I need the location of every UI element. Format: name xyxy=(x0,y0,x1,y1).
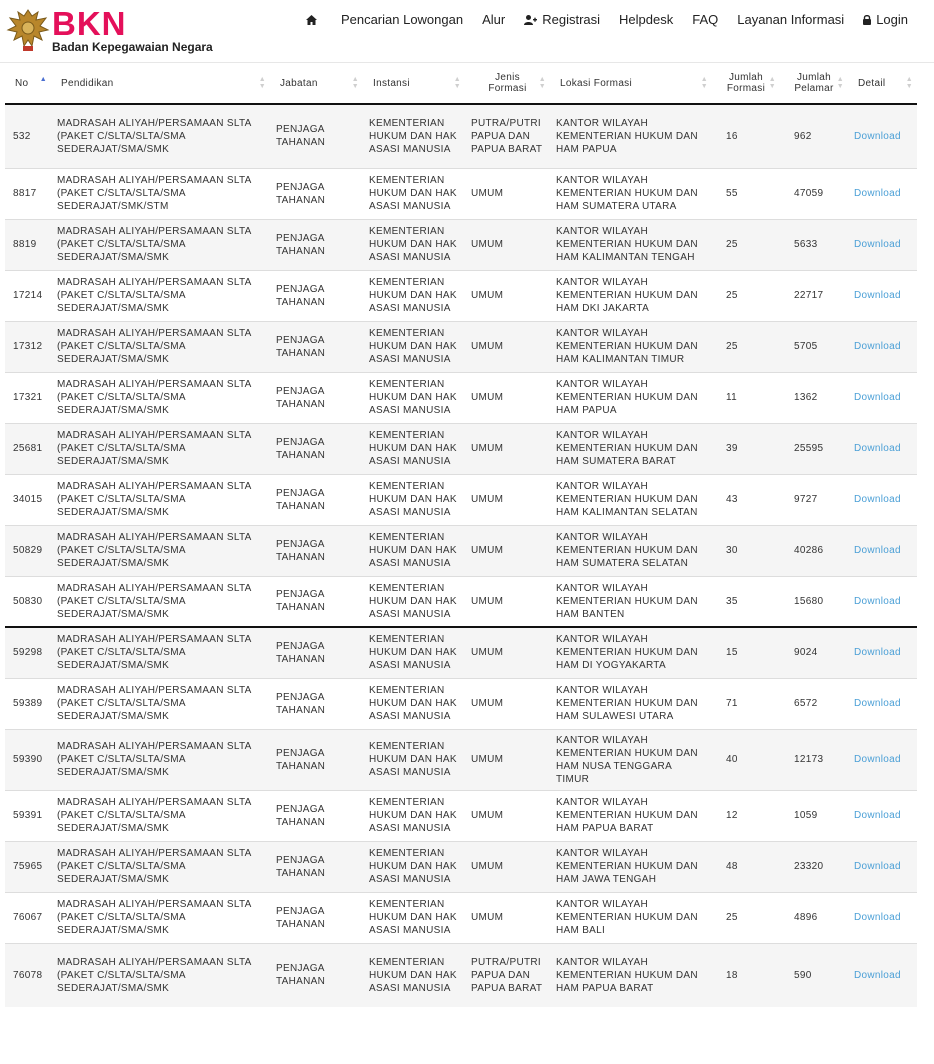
cell-detail xyxy=(848,372,917,423)
cell-formasi: 25 xyxy=(712,270,780,321)
brand-subtitle: Badan Kepegawaian Negara xyxy=(52,40,213,54)
column-header-detail[interactable] xyxy=(848,63,917,104)
table-header-row xyxy=(5,63,917,104)
cell-lokasi: KANTOR WILAYAH KEMENTERIAN HUKUM DAN HAM DI YOGYAKARTA xyxy=(550,627,712,678)
table-row xyxy=(5,104,917,168)
cell-jenis: UMUM xyxy=(465,474,550,525)
sort-icon: ▲ ▼ xyxy=(538,76,546,90)
cell-no: 17321 xyxy=(5,372,51,423)
cell-no: 59298 xyxy=(5,627,51,678)
cell-jenis: UMUM xyxy=(465,841,550,892)
column-header-no[interactable] xyxy=(5,63,51,104)
cell-detail xyxy=(848,270,917,321)
cell-jenis: UMUM xyxy=(465,423,550,474)
cell-lokasi: KANTOR WILAYAH KEMENTERIAN HUKUM DAN HAM JAWA TENGAH xyxy=(550,841,712,892)
cell-formasi: 43 xyxy=(712,474,780,525)
cell-detail xyxy=(848,892,917,943)
cell-formasi: 40 xyxy=(712,729,780,790)
cell-pelamar: 4896 xyxy=(780,892,848,943)
cell-detail xyxy=(848,423,917,474)
cell-pelamar: 12173 xyxy=(780,729,848,790)
nav-helpdesk[interactable] xyxy=(619,12,673,27)
cell-formasi: 16 xyxy=(712,104,780,168)
cell-formasi: 55 xyxy=(712,168,780,219)
download-link[interactable]: Download xyxy=(854,392,901,403)
cell-formasi: 11 xyxy=(712,372,780,423)
formasi-table xyxy=(5,63,917,1007)
sort-icon: ▲ ▼ xyxy=(905,76,913,90)
cell-instansi: KEMENTERIAN HUKUM DAN HAK ASASI MANUSIA xyxy=(363,168,465,219)
cell-lokasi: KANTOR WILAYAH KEMENTERIAN HUKUM DAN HAM KALIMANTAN TENGAH xyxy=(550,219,712,270)
download-link[interactable]: Download xyxy=(854,698,901,709)
nav-label: Helpdesk xyxy=(619,12,674,27)
sort-icon: ▲ ▼ xyxy=(351,76,359,90)
table-row xyxy=(5,270,917,321)
cell-instansi: KEMENTERIAN HUKUM DAN HAK ASASI MANUSIA xyxy=(363,841,465,892)
main-nav xyxy=(287,12,908,27)
download-link[interactable]: Download xyxy=(854,545,901,556)
cell-jabatan: PENJAGA TAHANAN xyxy=(270,525,363,576)
cell-lokasi: KANTOR WILAYAH KEMENTERIAN HUKUM DAN HAM NUSA TENGGARA TIMUR xyxy=(550,729,712,790)
cell-no: 59391 xyxy=(5,790,51,841)
cell-instansi: KEMENTERIAN HUKUM DAN HAK ASASI MANUSIA xyxy=(363,576,465,627)
cell-no: 50829 xyxy=(5,525,51,576)
table-row xyxy=(5,790,917,841)
cell-no: 50830 xyxy=(5,576,51,627)
nav-login[interactable] xyxy=(863,12,908,27)
cell-instansi: KEMENTERIAN HUKUM DAN HAK ASASI MANUSIA xyxy=(363,525,465,576)
nav-label: Pencarian Lowongan xyxy=(340,12,464,27)
cell-jabatan: PENJAGA TAHANAN xyxy=(270,372,363,423)
cell-instansi: KEMENTERIAN HUKUM DAN HAK ASASI MANUSIA xyxy=(363,729,465,790)
cell-instansi: KEMENTERIAN HUKUM DAN HAK ASASI MANUSIA xyxy=(363,321,465,372)
table-row xyxy=(5,474,917,525)
cell-detail xyxy=(848,321,917,372)
bkn-logo[interactable] xyxy=(6,6,216,56)
cell-pelamar: 23320 xyxy=(780,841,848,892)
cell-formasi: 25 xyxy=(712,321,780,372)
cell-lokasi: KANTOR WILAYAH KEMENTERIAN HUKUM DAN HAM KALIMANTAN SELATAN xyxy=(550,474,712,525)
column-header-lokasi-formasi[interactable] xyxy=(550,63,712,104)
cell-pendidikan: MADRASAH ALIYAH/PERSAMAAN SLTA (PAKET C/SLTA/SLTA/SMA SEDERAJAT/SMA/SMK xyxy=(51,474,270,525)
table-row xyxy=(5,841,917,892)
table-row xyxy=(5,892,917,943)
cell-jabatan: PENJAGA TAHANAN xyxy=(270,678,363,729)
cell-instansi: KEMENTERIAN HUKUM DAN HAK ASASI MANUSIA xyxy=(363,104,465,168)
table-row xyxy=(5,423,917,474)
cell-pendidikan: MADRASAH ALIYAH/PERSAMAAN SLTA (PAKET C/SLTA/SLTA/SMA SEDERAJAT/SMA/SMK xyxy=(51,423,270,474)
header-label: Jumlah Formasi xyxy=(726,72,766,94)
lock-icon xyxy=(863,15,871,25)
cell-detail xyxy=(848,474,917,525)
cell-instansi: KEMENTERIAN HUKUM DAN HAK ASASI MANUSIA xyxy=(363,423,465,474)
cell-jenis: UMUM xyxy=(465,321,550,372)
cell-no: 17214 xyxy=(5,270,51,321)
cell-jabatan: PENJAGA TAHANAN xyxy=(270,321,363,372)
cell-formasi: 12 xyxy=(712,790,780,841)
cell-jenis: PUTRA/PUTRI PAPUA DAN PAPUA BARAT xyxy=(465,943,550,1007)
cell-jabatan: PENJAGA TAHANAN xyxy=(270,841,363,892)
cell-formasi: 30 xyxy=(712,525,780,576)
download-link[interactable]: Download xyxy=(854,912,901,923)
formasi-table-container xyxy=(5,63,917,1007)
download-link[interactable]: Download xyxy=(854,494,901,505)
cell-no: 59389 xyxy=(5,678,51,729)
garuda-emblem-icon xyxy=(6,6,50,54)
cell-no: 34015 xyxy=(5,474,51,525)
cell-pendidikan: MADRASAH ALIYAH/PERSAMAAN SLTA (PAKET C/SLTA/SLTA/SMA SEDERAJAT/SMA/SMK xyxy=(51,372,270,423)
cell-no: 8817 xyxy=(5,168,51,219)
column-header-jabatan[interactable] xyxy=(270,63,363,104)
cell-jenis: UMUM xyxy=(465,790,550,841)
cell-pendidikan: MADRASAH ALIYAH/PERSAMAAN SLTA (PAKET C/SLTA/SLTA/SMA SEDERAJAT/SMA/SMK xyxy=(51,892,270,943)
cell-pendidikan: MADRASAH ALIYAH/PERSAMAAN SLTA (PAKET C/SLTA/SLTA/SMA SEDERAJAT/SMA/SMK xyxy=(51,841,270,892)
header-label: Jumlah Pelamar xyxy=(794,72,834,94)
cell-pendidikan: MADRASAH ALIYAH/PERSAMAAN SLTA (PAKET C/SLTA/SLTA/SMA SEDERAJAT/SMA/SMK xyxy=(51,790,270,841)
download-link[interactable]: Download xyxy=(854,341,901,352)
cell-formasi: 15 xyxy=(712,627,780,678)
cell-pelamar: 962 xyxy=(780,104,848,168)
cell-lokasi: KANTOR WILAYAH KEMENTERIAN HUKUM DAN HAM BALI xyxy=(550,892,712,943)
cell-instansi: KEMENTERIAN HUKUM DAN HAK ASASI MANUSIA xyxy=(363,943,465,1007)
cell-lokasi: KANTOR WILAYAH KEMENTERIAN HUKUM DAN HAM DKI JAKARTA xyxy=(550,270,712,321)
header-label: Jabatan xyxy=(280,77,318,89)
cell-pendidikan: MADRASAH ALIYAH/PERSAMAAN SLTA (PAKET C/SLTA/SLTA/SMA SEDERAJAT/SMA/SMK xyxy=(51,729,270,790)
cell-instansi: KEMENTERIAN HUKUM DAN HAK ASASI MANUSIA xyxy=(363,219,465,270)
cell-formasi: 71 xyxy=(712,678,780,729)
cell-instansi: KEMENTERIAN HUKUM DAN HAK ASASI MANUSIA xyxy=(363,372,465,423)
cell-pendidikan: MADRASAH ALIYAH/PERSAMAAN SLTA (PAKET C/SLTA/SLTA/SMA SEDERAJAT/SMA/SMK xyxy=(51,576,270,627)
column-header-instansi[interactable] xyxy=(363,63,465,104)
cell-formasi: 35 xyxy=(712,576,780,627)
download-link[interactable]: Download xyxy=(854,130,901,142)
header-label: No xyxy=(15,77,29,89)
cell-no: 8819 xyxy=(5,219,51,270)
table-row xyxy=(5,372,917,423)
cell-jenis: UMUM xyxy=(465,525,550,576)
cell-jabatan: PENJAGA TAHANAN xyxy=(270,729,363,790)
header-label: Detail xyxy=(858,77,886,89)
header-label: Jenis Formasi xyxy=(488,72,527,94)
sort-icon: ▲ ▼ xyxy=(768,76,776,90)
table-row xyxy=(5,321,917,372)
cell-pendidikan: MADRASAH ALIYAH/PERSAMAAN SLTA (PAKET C/SLTA/SLTA/SMA SEDERAJAT/SMA/SMK xyxy=(51,104,270,168)
table-row xyxy=(5,576,917,627)
download-link[interactable]: Download xyxy=(854,239,901,250)
cell-no: 532 xyxy=(5,104,51,168)
cell-detail xyxy=(848,168,917,219)
sort-icon: ▲ ▼ xyxy=(836,76,844,90)
column-header-jumlah-pelamar[interactable] xyxy=(780,63,848,104)
cell-formasi: 39 xyxy=(712,423,780,474)
nav-home[interactable] xyxy=(306,12,322,27)
cell-jabatan: PENJAGA TAHANAN xyxy=(270,627,363,678)
cell-detail xyxy=(848,729,917,790)
cell-lokasi: KANTOR WILAYAH KEMENTERIAN HUKUM DAN HAM PAPUA xyxy=(550,372,712,423)
cell-pendidikan: MADRASAH ALIYAH/PERSAMAAN SLTA (PAKET C/SLTA/SLTA/SMA SEDERAJAT/SMA/SMK xyxy=(51,525,270,576)
download-link[interactable]: Download xyxy=(854,290,901,301)
cell-instansi: KEMENTERIAN HUKUM DAN HAK ASASI MANUSIA xyxy=(363,270,465,321)
cell-lokasi: KANTOR WILAYAH KEMENTERIAN HUKUM DAN HAM SULAWESI UTARA xyxy=(550,678,712,729)
cell-pelamar: 590 xyxy=(780,943,848,1007)
table-row xyxy=(5,678,917,729)
cell-jabatan: PENJAGA TAHANAN xyxy=(270,270,363,321)
cell-formasi: 25 xyxy=(712,892,780,943)
cell-pelamar: 15680 xyxy=(780,576,848,627)
cell-lokasi: KANTOR WILAYAH KEMENTERIAN HUKUM DAN HAM PAPUA BARAT xyxy=(550,790,712,841)
table-row xyxy=(5,219,917,270)
download-link[interactable]: Download xyxy=(854,861,901,872)
nav-label: Login xyxy=(876,12,908,27)
cell-instansi: KEMENTERIAN HUKUM DAN HAK ASASI MANUSIA xyxy=(363,790,465,841)
table-row xyxy=(5,627,917,678)
column-header-pendidikan[interactable] xyxy=(51,63,270,104)
cell-lokasi: KANTOR WILAYAH KEMENTERIAN HUKUM DAN HAM PAPUA BARAT xyxy=(550,943,712,1007)
header-label: Lokasi Formasi xyxy=(560,77,632,89)
nav-label: Alur xyxy=(482,12,506,27)
cell-lokasi: KANTOR WILAYAH KEMENTERIAN HUKUM DAN HAM PAPUA xyxy=(550,104,712,168)
download-link[interactable]: Download xyxy=(854,595,901,607)
cell-detail xyxy=(848,678,917,729)
cell-pendidikan: MADRASAH ALIYAH/PERSAMAAN SLTA (PAKET C/SLTA/SLTA/SMA SEDERAJAT/SMA/SMK xyxy=(51,321,270,372)
nav-faq[interactable] xyxy=(692,12,718,27)
cell-lokasi: KANTOR WILAYAH KEMENTERIAN HUKUM DAN HAM KALIMANTAN TIMUR xyxy=(550,321,712,372)
cell-formasi: 25 xyxy=(712,219,780,270)
cell-pendidikan: MADRASAH ALIYAH/PERSAMAAN SLTA (PAKET C/SLTA/SLTA/SMA SEDERAJAT/SMA/SMK xyxy=(51,678,270,729)
cell-no: 75965 xyxy=(5,841,51,892)
nav-label: Layanan Informasi xyxy=(737,12,845,27)
sort-icon: ▲ ▼ xyxy=(258,76,266,90)
download-link[interactable]: Download xyxy=(854,443,901,454)
cell-instansi: KEMENTERIAN HUKUM DAN HAK ASASI MANUSIA xyxy=(363,474,465,525)
cell-jabatan: PENJAGA TAHANAN xyxy=(270,790,363,841)
cell-formasi: 48 xyxy=(712,841,780,892)
cell-pelamar: 1362 xyxy=(780,372,848,423)
cell-detail xyxy=(848,104,917,168)
table-row xyxy=(5,168,917,219)
cell-jenis: PUTRA/PUTRI PAPUA DAN PAPUA BARAT xyxy=(465,104,550,168)
cell-pelamar: 1059 xyxy=(780,790,848,841)
cell-lokasi: KANTOR WILAYAH KEMENTERIAN HUKUM DAN HAM SUMATERA BARAT xyxy=(550,423,712,474)
nav-registrasi[interactable] xyxy=(524,12,600,27)
site-header xyxy=(0,0,934,63)
cell-pelamar: 5705 xyxy=(780,321,848,372)
cell-no: 25681 xyxy=(5,423,51,474)
cell-jabatan: PENJAGA TAHANAN xyxy=(270,576,363,627)
cell-no: 59390 xyxy=(5,729,51,790)
header-label: Pendidikan xyxy=(61,77,114,89)
cell-jabatan: PENJAGA TAHANAN xyxy=(270,423,363,474)
cell-jenis: UMUM xyxy=(465,270,550,321)
sort-asc-icon: ▲ xyxy=(39,76,47,83)
download-link[interactable]: Download xyxy=(854,810,901,821)
cell-pelamar: 25595 xyxy=(780,423,848,474)
cell-jabatan: PENJAGA TAHANAN xyxy=(270,943,363,1007)
cell-pelamar: 22717 xyxy=(780,270,848,321)
cell-jenis: UMUM xyxy=(465,678,550,729)
nav-pencarian-lowongan[interactable] xyxy=(341,12,463,27)
download-link[interactable]: Download xyxy=(854,647,901,659)
cell-detail xyxy=(848,525,917,576)
cell-pendidikan: MADRASAH ALIYAH/PERSAMAAN SLTA (PAKET C/SLTA/SLTA/SMA SEDERAJAT/SMK/STM xyxy=(51,168,270,219)
cell-jenis: UMUM xyxy=(465,892,550,943)
cell-jenis: UMUM xyxy=(465,576,550,627)
cell-pendidikan: MADRASAH ALIYAH/PERSAMAAN SLTA (PAKET C/SLTA/SLTA/SMA SEDERAJAT/SMA/SMK xyxy=(51,943,270,1007)
cell-jenis: UMUM xyxy=(465,219,550,270)
cell-lokasi: KANTOR WILAYAH KEMENTERIAN HUKUM DAN HAM SUMATERA SELATAN xyxy=(550,525,712,576)
sort-icon: ▲ ▼ xyxy=(453,76,461,90)
nav-alur[interactable] xyxy=(482,12,505,27)
cell-detail xyxy=(848,943,917,1007)
cell-formasi: 18 xyxy=(712,943,780,1007)
cell-detail xyxy=(848,790,917,841)
cell-lokasi: KANTOR WILAYAH KEMENTERIAN HUKUM DAN HAM SUMATERA UTARA xyxy=(550,168,712,219)
download-link[interactable]: Download xyxy=(854,188,901,199)
cell-jenis: UMUM xyxy=(465,168,550,219)
nav-label: Registrasi xyxy=(542,12,601,27)
home-icon xyxy=(306,15,317,25)
cell-jabatan: PENJAGA TAHANAN xyxy=(270,219,363,270)
cell-no: 17312 xyxy=(5,321,51,372)
cell-jabatan: PENJAGA TAHANAN xyxy=(270,474,363,525)
cell-instansi: KEMENTERIAN HUKUM DAN HAK ASASI MANUSIA xyxy=(363,678,465,729)
cell-pelamar: 9024 xyxy=(780,627,848,678)
table-row xyxy=(5,943,917,1007)
cell-no: 76078 xyxy=(5,943,51,1007)
column-header-jumlah-formasi[interactable] xyxy=(712,63,780,104)
cell-instansi: KEMENTERIAN HUKUM DAN HAK ASASI MANUSIA xyxy=(363,627,465,678)
nav-label: FAQ xyxy=(692,12,719,27)
cell-jabatan: PENJAGA TAHANAN xyxy=(270,892,363,943)
cell-jenis: UMUM xyxy=(465,372,550,423)
cell-pendidikan: MADRASAH ALIYAH/PERSAMAAN SLTA (PAKET C/SLTA/SLTA/SMA SEDERAJAT/SMA/SMK xyxy=(51,219,270,270)
cell-detail xyxy=(848,219,917,270)
table-row xyxy=(5,729,917,790)
nav-layanan-informasi[interactable] xyxy=(737,12,844,27)
header-label: Instansi xyxy=(373,77,410,89)
table-body xyxy=(5,104,917,1007)
table-row xyxy=(5,525,917,576)
cell-pendidikan: MADRASAH ALIYAH/PERSAMAAN SLTA (PAKET C/SLTA/SLTA/SMA SEDERAJAT/SMA/SMK xyxy=(51,270,270,321)
cell-instansi: KEMENTERIAN HUKUM DAN HAK ASASI MANUSIA xyxy=(363,892,465,943)
sort-icon: ▲ ▼ xyxy=(700,76,708,90)
cell-pelamar: 9727 xyxy=(780,474,848,525)
cell-detail xyxy=(848,627,917,678)
cell-jabatan: PENJAGA TAHANAN xyxy=(270,104,363,168)
cell-pelamar: 5633 xyxy=(780,219,848,270)
cell-pendidikan: MADRASAH ALIYAH/PERSAMAAN SLTA (PAKET C/SLTA/SLTA/SMA SEDERAJAT/SMA/SMK xyxy=(51,627,270,678)
user-plus-icon xyxy=(524,15,537,25)
cell-lokasi: KANTOR WILAYAH KEMENTERIAN HUKUM DAN HAM BANTEN xyxy=(550,576,712,627)
cell-pelamar: 47059 xyxy=(780,168,848,219)
cell-detail xyxy=(848,576,917,627)
download-link[interactable]: Download xyxy=(854,969,901,981)
download-link[interactable]: Download xyxy=(854,754,901,765)
brand-name: BKN xyxy=(52,5,127,42)
column-header-jenis-formasi[interactable] xyxy=(465,63,550,104)
cell-jabatan: PENJAGA TAHANAN xyxy=(270,168,363,219)
cell-pelamar: 40286 xyxy=(780,525,848,576)
cell-no: 76067 xyxy=(5,892,51,943)
cell-detail xyxy=(848,841,917,892)
cell-jenis: UMUM xyxy=(465,627,550,678)
cell-pelamar: 6572 xyxy=(780,678,848,729)
cell-jenis: UMUM xyxy=(465,729,550,790)
